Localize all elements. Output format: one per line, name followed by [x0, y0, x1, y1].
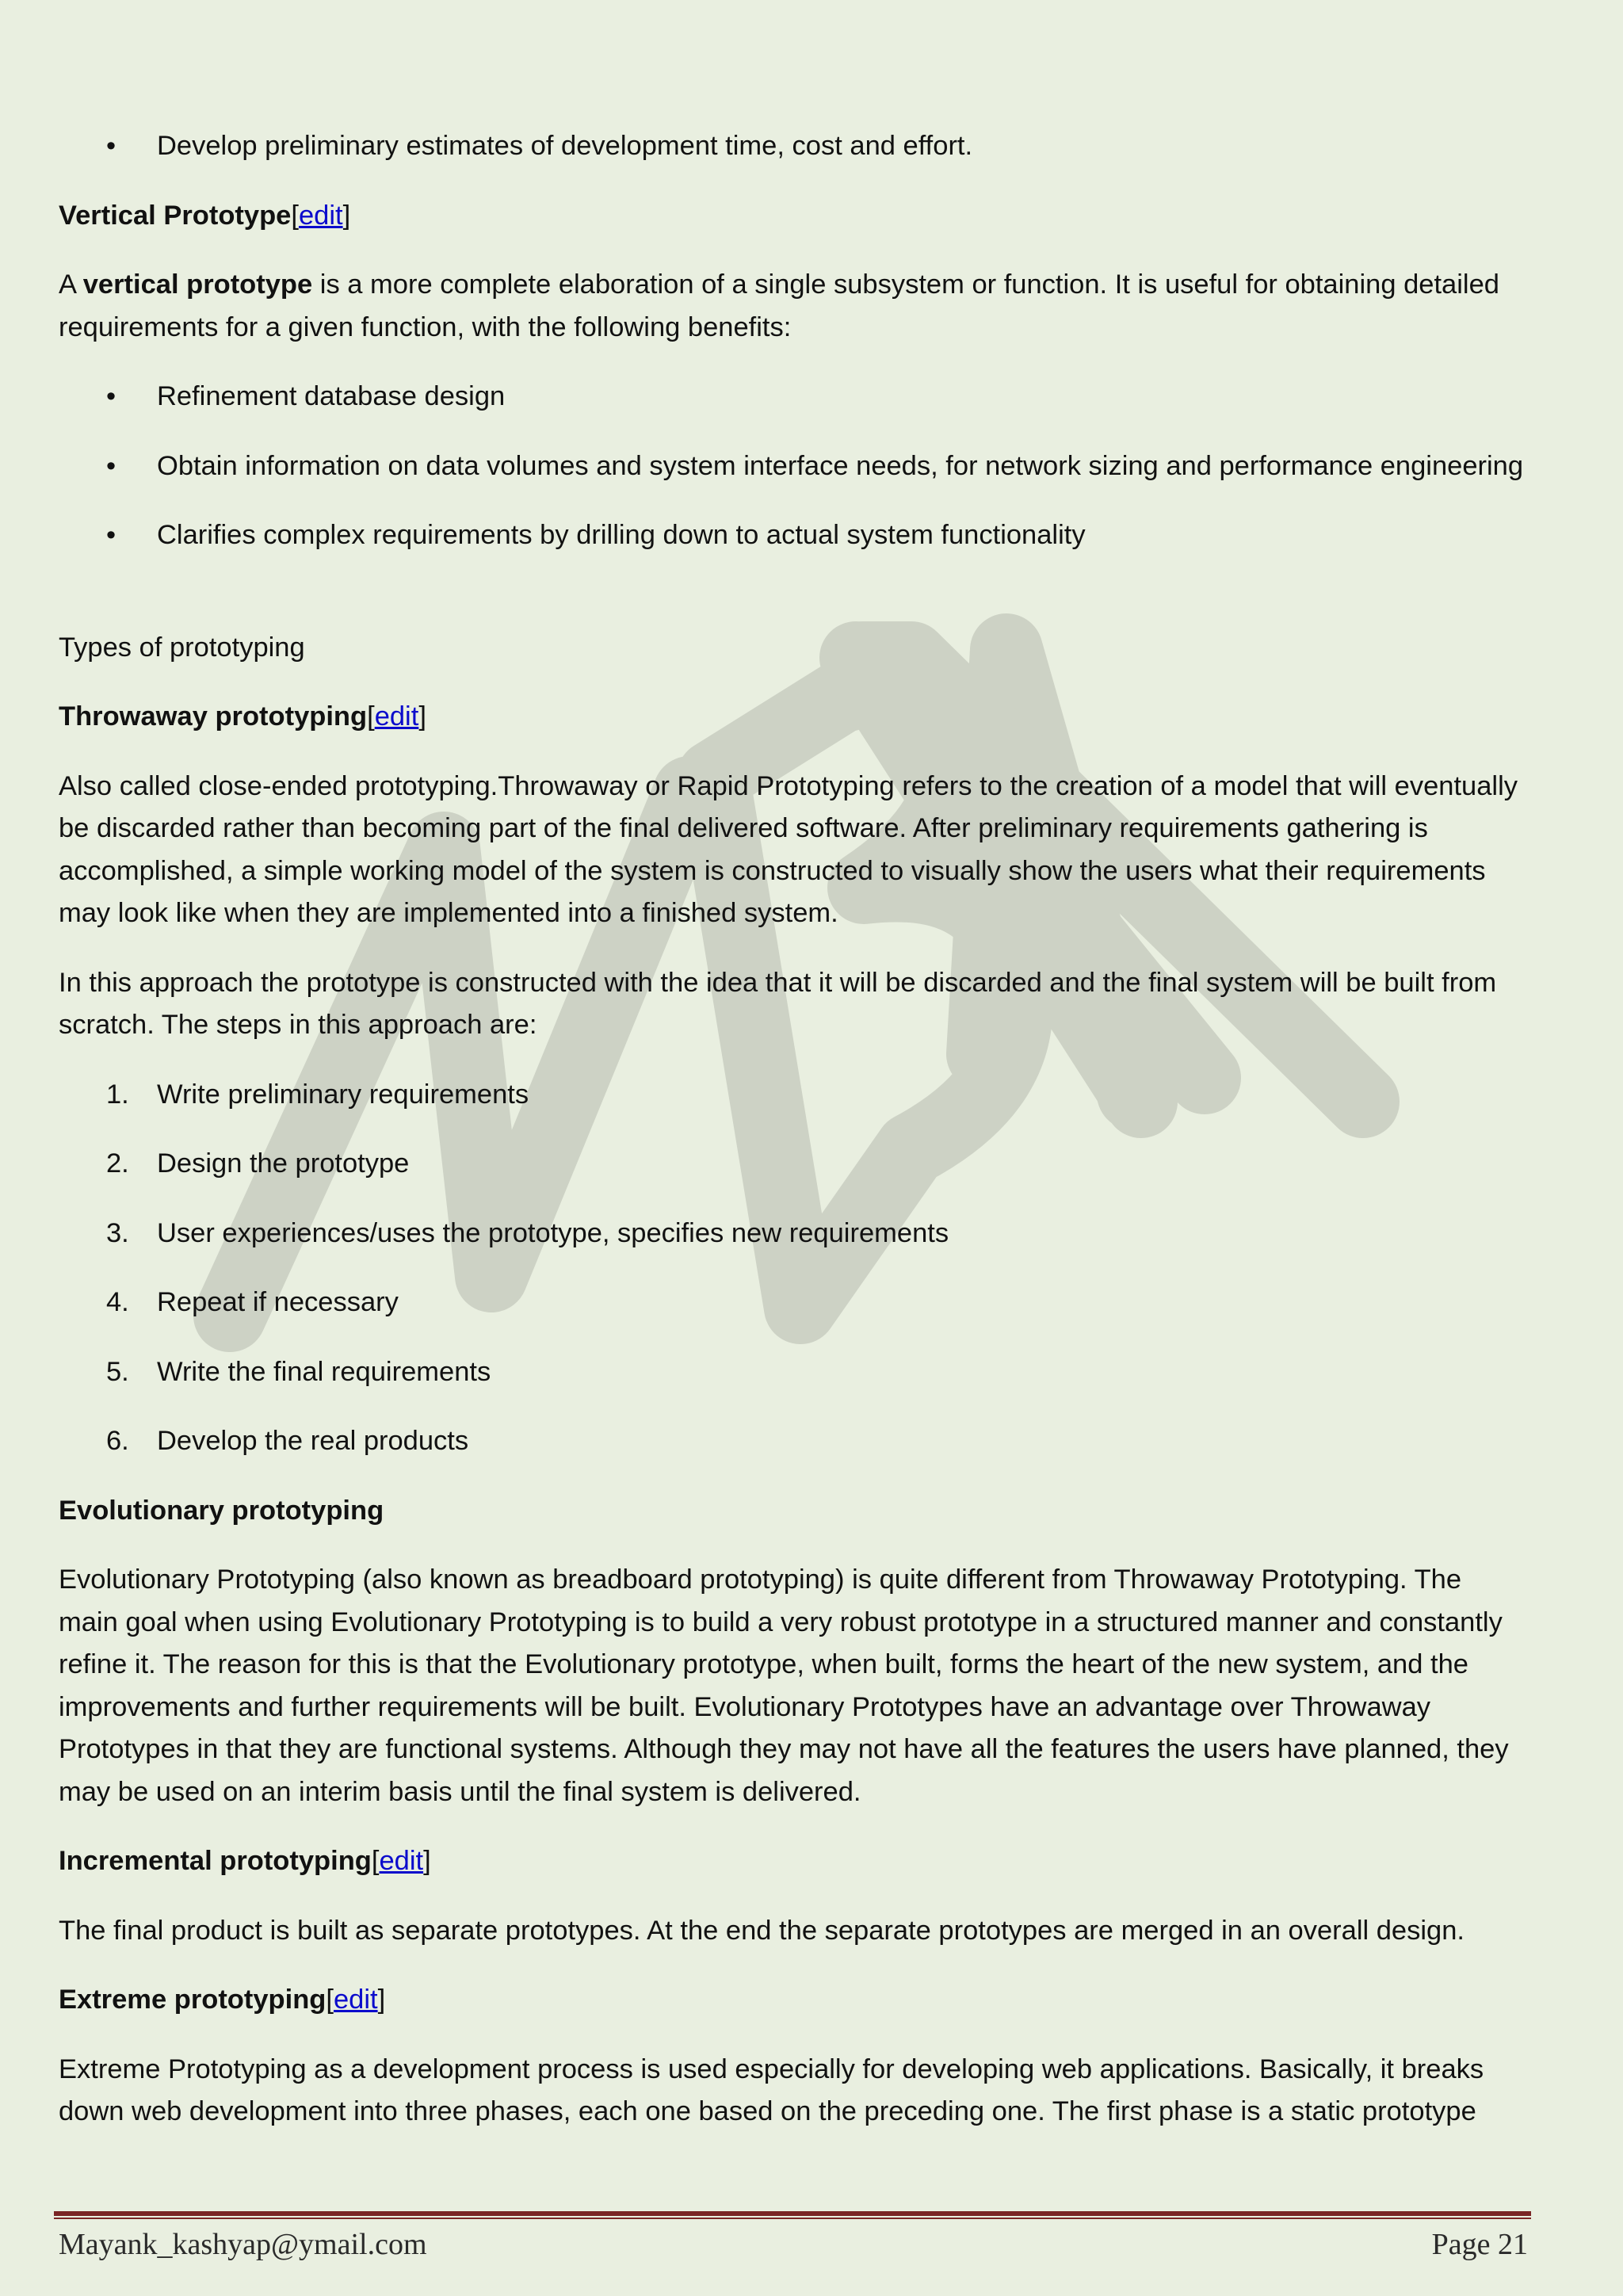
list-item-text: Design the prototype: [157, 1148, 410, 1179]
list-item-text: User experiences/uses the prototype, specifies new requirements: [157, 1217, 949, 1248]
edit-bracket-close: ]: [342, 200, 351, 231]
step-number: 3.: [106, 1217, 129, 1248]
edit-link[interactable]: edit: [379, 1846, 424, 1876]
edit-bracket-open: [: [367, 701, 375, 732]
spacer: [59, 584, 1525, 627]
step-number: 6.: [106, 1426, 129, 1456]
edit-link[interactable]: edit: [333, 1985, 378, 2015]
incremental-prototyping-heading: [59, 1840, 1525, 1883]
throwaway-paragraph-1: Also called close-ended prototyping.Throwaway or Rapid Prototyping refers to the creation of a model that will eventually be discarded rather than becoming part of the final delivered software. After preliminary requirements gathering is accomplished, a simple working model of the system is constructed to visually show the users what their requirements may look like when they are implemented into a finished system.: [59, 770, 1518, 928]
bold-term: vertical prototype: [82, 269, 313, 300]
bullet-mark: •: [106, 450, 116, 481]
vertical-prototype-paragraph: [59, 264, 1525, 349]
bullet-mark: •: [106, 520, 116, 550]
heading-text: Vertical Prototype: [59, 200, 292, 231]
step-number: 5.: [106, 1356, 129, 1387]
bullet-mark: •: [106, 131, 116, 161]
list-item-text: Write the final requirements: [157, 1356, 491, 1387]
list-item: [59, 1351, 1525, 1394]
edit-bracket-open: [: [326, 1985, 334, 2015]
footer-rule-thick: [54, 2211, 1531, 2216]
list-item: [59, 1420, 1525, 1463]
footer-divider: [54, 2211, 1531, 2219]
list-item-text: Obtain information on data volumes and system interface needs, for network sizing and performance engineering: [157, 450, 1524, 481]
edit-bracket-close: ]: [418, 701, 426, 732]
list-item: [59, 1143, 1525, 1186]
para-rest: is a more complete elaboration of a single subsystem or function. It is useful for obtaining detailed requirements for a given function, with the following benefits:: [59, 269, 1499, 342]
step-number: 2.: [106, 1148, 129, 1179]
evolutionary-paragraph: Evolutionary Prototyping (also known as breadboard prototyping) is quite different from Throwaway Prototyping. The main goal when using Evolutionary Prototyping is to build a very robust prototype in a structured manner and constantly refine it. The reason for this is that the Evolutionary prototype, when built, forms the heart of the new system, and the improvements and further requirements will be built. Evolutionary Prototypes have an advantage over Throwaway Prototypes in that they are functional systems. Although they may not have all the features the users have planned, they may be used on an interim basis until the final system is delivered.: [59, 1564, 1509, 1807]
page-content: [59, 125, 1525, 2160]
evolutionary-prototyping-heading: Evolutionary prototyping: [59, 1495, 384, 1526]
footer-email: Mayank_kashyap@ymail.com: [59, 2228, 427, 2261]
list-item-text: Develop the real products: [157, 1426, 469, 1456]
throwaway-paragraph-2: In this approach the prototype is constructed with the idea that it will be discarded and the final system will be built from scratch. The steps in this approach are:: [59, 967, 1497, 1040]
step-number: 4.: [106, 1287, 129, 1317]
throwaway-prototyping-heading: [59, 696, 1525, 739]
intro-bullet-list: [59, 125, 1525, 168]
footer-rule-thin: [54, 2218, 1531, 2219]
heading-text: Incremental prototyping: [59, 1846, 372, 1876]
step-number: 1.: [106, 1079, 129, 1110]
list-item-text: Refinement database design: [157, 381, 506, 411]
vertical-prototype-heading: [59, 195, 1525, 238]
types-of-prototyping-heading: Types of prototyping: [59, 632, 305, 663]
bullet-mark: •: [106, 381, 116, 411]
footer-page-number: Page 21: [1431, 2228, 1528, 2261]
list-item: [59, 445, 1525, 488]
extreme-prototyping-heading: [59, 1979, 1525, 2022]
edit-link[interactable]: edit: [374, 701, 419, 732]
heading-text: Extreme prototyping: [59, 1985, 327, 2015]
list-item: [59, 376, 1525, 418]
edit-link[interactable]: edit: [298, 200, 343, 231]
extreme-paragraph: Extreme Prototyping as a development process is used especially for developing web applications. Basically, it breaks down web development into three phases, each one based on the preceding one. The first phase is a static prototype: [59, 2053, 1484, 2126]
para-prefix: A: [59, 269, 83, 300]
edit-bracket-close: ]: [377, 1985, 386, 2015]
list-item: [59, 1074, 1525, 1117]
throwaway-steps-list: [59, 1074, 1525, 1463]
list-item-text: Develop preliminary estimates of development time, cost and effort.: [157, 131, 973, 161]
list-item: [59, 514, 1525, 557]
list-item-text: Repeat if necessary: [157, 1287, 399, 1317]
edit-bracket-open: [: [291, 200, 299, 231]
list-item-text: Write preliminary requirements: [157, 1079, 529, 1110]
list-item-text: Clarifies complex requirements by drilling down to actual system functionality: [157, 520, 1086, 550]
edit-bracket-close: ]: [423, 1846, 431, 1876]
incremental-paragraph: The final product is built as separate prototypes. At the end the separate prototypes are merged in an overall design.: [59, 1915, 1465, 1946]
heading-text: Throwaway prototyping: [59, 701, 368, 732]
list-item: [59, 1282, 1525, 1324]
edit-bracket-open: [: [371, 1846, 380, 1876]
list-item: [59, 125, 1525, 168]
page-footer: [59, 2227, 1528, 2262]
list-item: [59, 1213, 1525, 1255]
vertical-benefits-list: [59, 376, 1525, 557]
